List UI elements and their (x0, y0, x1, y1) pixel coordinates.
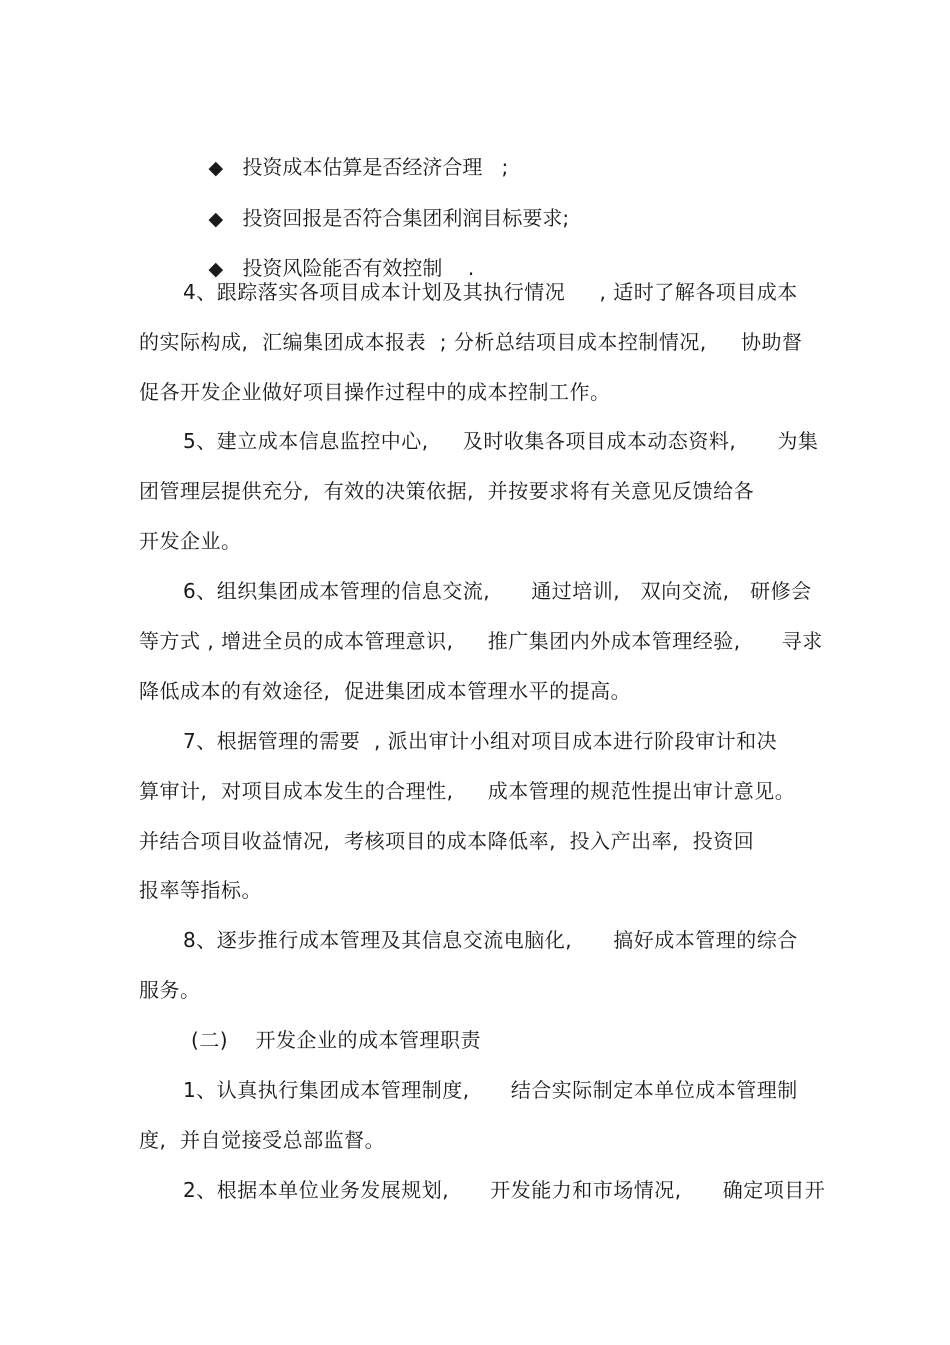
paragraph-line: 6、组织集团成本管理的信息交流, 通过培训, 双向交流, 研修会 (183, 579, 812, 603)
diamond-bullet-icon: ◆ (208, 258, 224, 280)
paragraph-line: 7、根据管理的需要 , 派出审计小组对项目成本进行阶段审计和决 (183, 729, 778, 753)
bullet-text: 投资风险能否有效控制 . (242, 256, 475, 280)
paragraph-line: 的实际构成, 汇编集团成本报表 ; 分析总结项目成本控制情况, 协助督 (139, 330, 803, 354)
paragraph-line: 并结合项目收益情况, 考核项目的成本降低率, 投入产出率, 投资回 (139, 829, 755, 853)
section-heading: (二) 开发企业的成本管理职责 (191, 1028, 482, 1052)
paragraph-line: 5、建立成本信息监控中心, 及时收集各项目成本动态资料, 为集 (183, 429, 819, 453)
paragraph-line: 报率等指标。 (139, 878, 262, 902)
paragraph-line: 等方式 , 增进全员的成本管理意识, 推广集团内外成本管理经验, 寻求 (139, 629, 823, 653)
paragraph-line: 开发企业。 (139, 529, 242, 553)
paragraph-line: 算审计, 对项目成本发生的合理性, 成本管理的规范性提出审计意见。 (139, 779, 796, 803)
bullet-text: 投资成本估算是否经济合理 ; (242, 155, 509, 179)
paragraph-line: 服务。 (139, 978, 201, 1002)
paragraph-line: 8、逐步推行成本管理及其信息交流电脑化, 搞好成本管理的综合 (183, 928, 798, 952)
paragraph-line: 度, 并自觉接受总部监督。 (139, 1128, 386, 1152)
diamond-bullet-icon: ◆ (208, 157, 224, 179)
paragraph-line: 促各开发企业做好项目操作过程中的成本控制工作。 (139, 380, 611, 404)
paragraph-line: 2、根据本单位业务发展规划, 开发能力和市场情况, 确定项目开 (183, 1178, 826, 1202)
bullet-text: 投资回报是否符合集团利润目标要求; (242, 206, 570, 230)
paragraph-line: 1、认真执行集团成本管理制度, 结合实际制定本单位成本管理制 (183, 1078, 798, 1102)
paragraph-line: 降低成本的有效途径, 促进集团成本管理水平的提高。 (139, 679, 632, 703)
diamond-bullet-icon: ◆ (208, 208, 224, 230)
paragraph-line: 团管理层提供充分, 有效的决策依据, 并按要求将有关意见反馈给各 (139, 479, 755, 503)
paragraph-line: 4、跟踪落实各项目成本计划及其执行情况 , 适时了解各项目成本 (183, 280, 798, 304)
